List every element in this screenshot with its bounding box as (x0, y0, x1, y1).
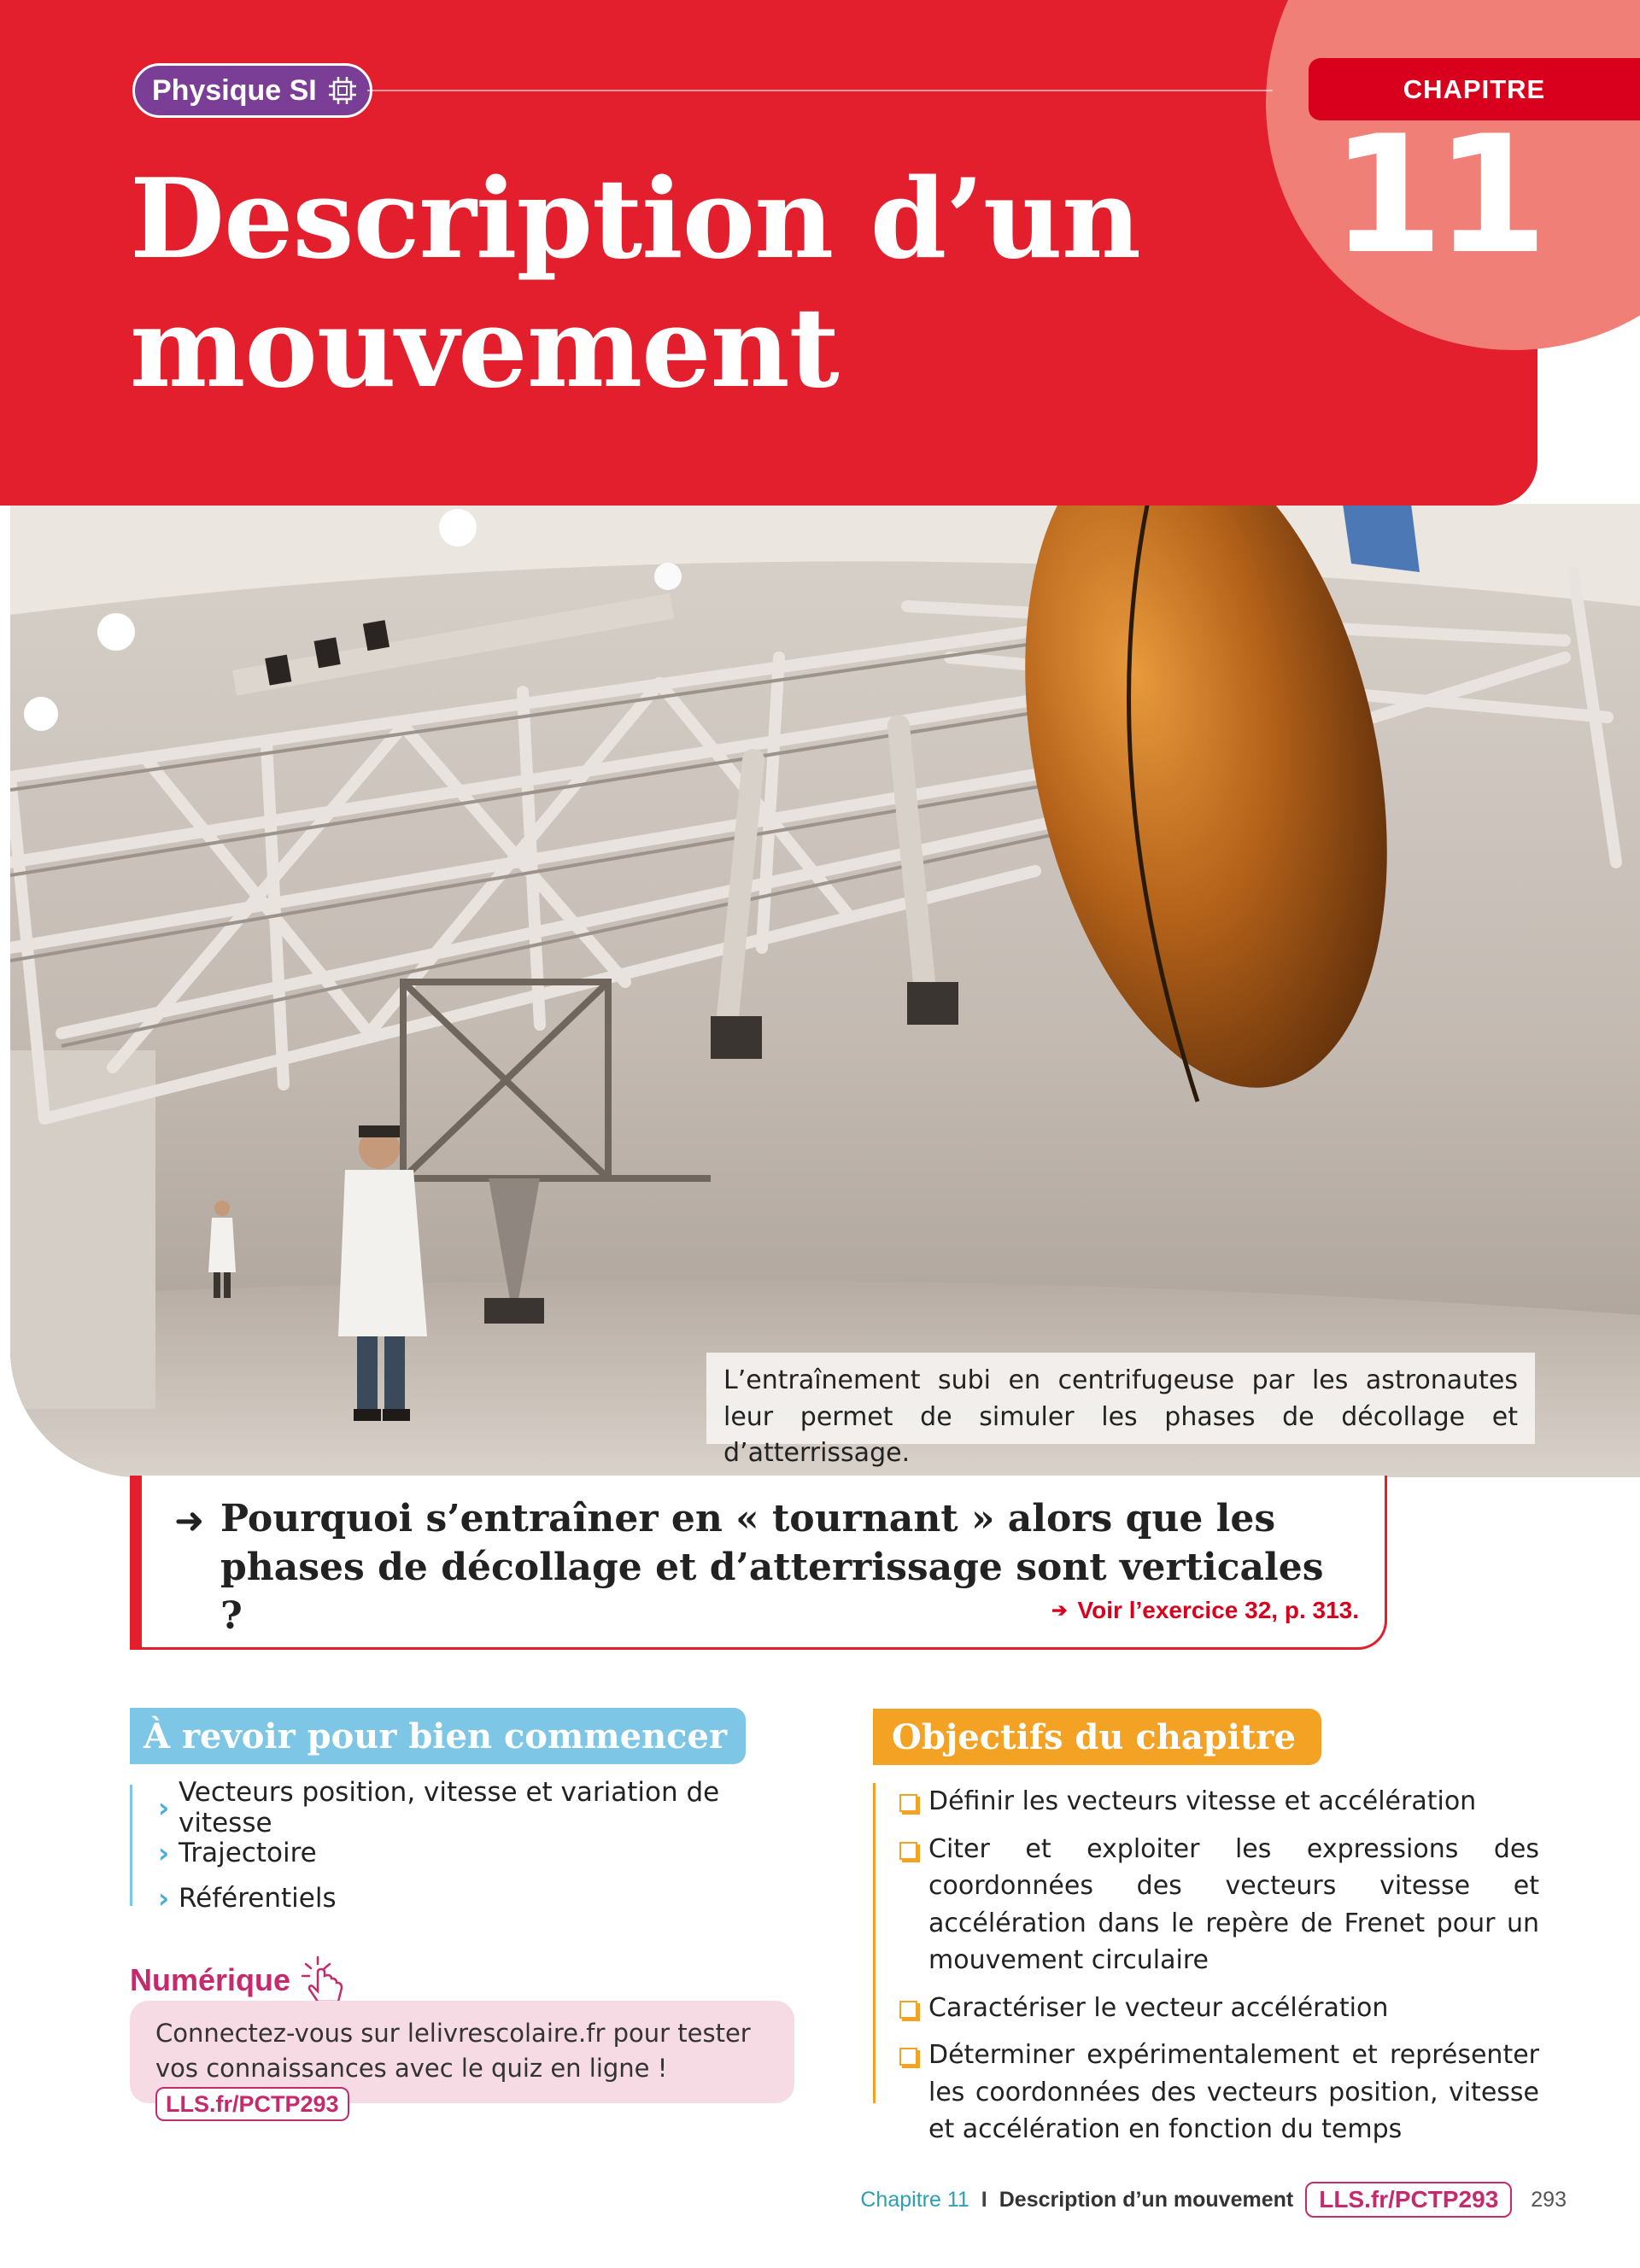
chapter-number: 11 (1330, 100, 1540, 289)
page-footer (860, 2182, 1567, 2218)
objectifs-list (873, 1783, 1539, 2144)
list-item-label: Citer et exploiter les expressions des coordonnées des vecteurs vitesse et accélération dans le repère de Frenet pour un mouvement circulaire (928, 1833, 1539, 1975)
subject-badge (132, 63, 372, 118)
list-item-label: Caractériser le vecteur accélération (928, 1992, 1389, 2023)
page-title (130, 155, 1155, 413)
list-item-label: Trajectoire (179, 1837, 317, 1868)
list-item (132, 1776, 813, 1838)
list-item-label: Déterminer expérimentalement et représenter les coordonnées des vecteurs position, vitesse et accélération en fonction du temps (928, 2040, 1539, 2144)
checkbox-icon (899, 2001, 917, 2019)
chip-icon (327, 75, 358, 106)
title-line-2: mouvement (130, 284, 839, 413)
footer-link[interactable]: LLS.fr/PCTP293 (1305, 2182, 1512, 2218)
revoir-list (130, 1776, 813, 1914)
arrow-right-icon: ➜ (174, 1499, 205, 1541)
arrow-icon: ➔ (1051, 1599, 1068, 1621)
pointer-hand-icon (299, 1954, 350, 2007)
exercise-link[interactable] (1051, 1597, 1359, 1624)
footer-description: Description d’un mouvement (999, 2187, 1294, 2212)
list-item-label: Référentiels (179, 1882, 337, 1914)
question-text: Pourquoi s’entraîner en « tournant » alors que les phases de décollage et d’atterrissage sont verticales ? (220, 1497, 1324, 1639)
centrifuge-illustration (10, 504, 1640, 1477)
list-item-label: Vecteurs position, vitesse et variation de vitesse (179, 1776, 720, 1838)
chevron-right-icon: › (158, 1791, 170, 1824)
list-item (876, 2037, 1539, 2148)
footer-separator: I (981, 2187, 987, 2212)
list-item (876, 1783, 1539, 1821)
checkbox-icon (899, 2048, 917, 2066)
photo-caption: L’entraînement subi en centrifugeuse par les astronautes leur permet de simuler les phases de décollage et d’atterrissage. (706, 1353, 1535, 1444)
checkbox-icon (899, 1794, 917, 1812)
header-rule (367, 90, 1273, 91)
checkbox-icon (899, 1842, 917, 1860)
numerique-box (130, 2001, 794, 2118)
footer-chapter: Chapitre 11 (860, 2187, 969, 2212)
revoir-title: À revoir pour bien commencer (130, 1708, 746, 1764)
title-line-1: Description d’un (130, 155, 1140, 284)
numerique-title (130, 1954, 350, 2007)
list-item (876, 1831, 1539, 1979)
list-item (876, 1990, 1539, 2027)
question-box (130, 1476, 1387, 1650)
exercise-link-label: Voir l’exercice 32, p. 313. (1077, 1597, 1359, 1623)
chevron-right-icon: › (158, 1836, 170, 1869)
numerique-text: Connectez-vous sur lelivrescolaire.fr pour tester vos connaissances avec le quiz en ligne ! (155, 2019, 751, 2084)
chapter-label: CHAPITRE (1309, 58, 1640, 120)
list-item (132, 1830, 813, 1875)
list-item (132, 1875, 813, 1920)
quiz-link[interactable]: LLS.fr/PCTP293 (155, 2087, 349, 2121)
subject-label: Physique SI (152, 73, 317, 107)
numerique-label: Numérique (130, 1962, 291, 1997)
list-item-label: Définir les vecteurs vitesse et accélération (928, 1786, 1477, 1816)
page-number: 293 (1531, 2187, 1567, 2212)
chapter-opening-photo (10, 504, 1640, 1477)
objectifs-title: Objectifs du chapitre (873, 1709, 1321, 1765)
chevron-right-icon: › (158, 1881, 170, 1914)
